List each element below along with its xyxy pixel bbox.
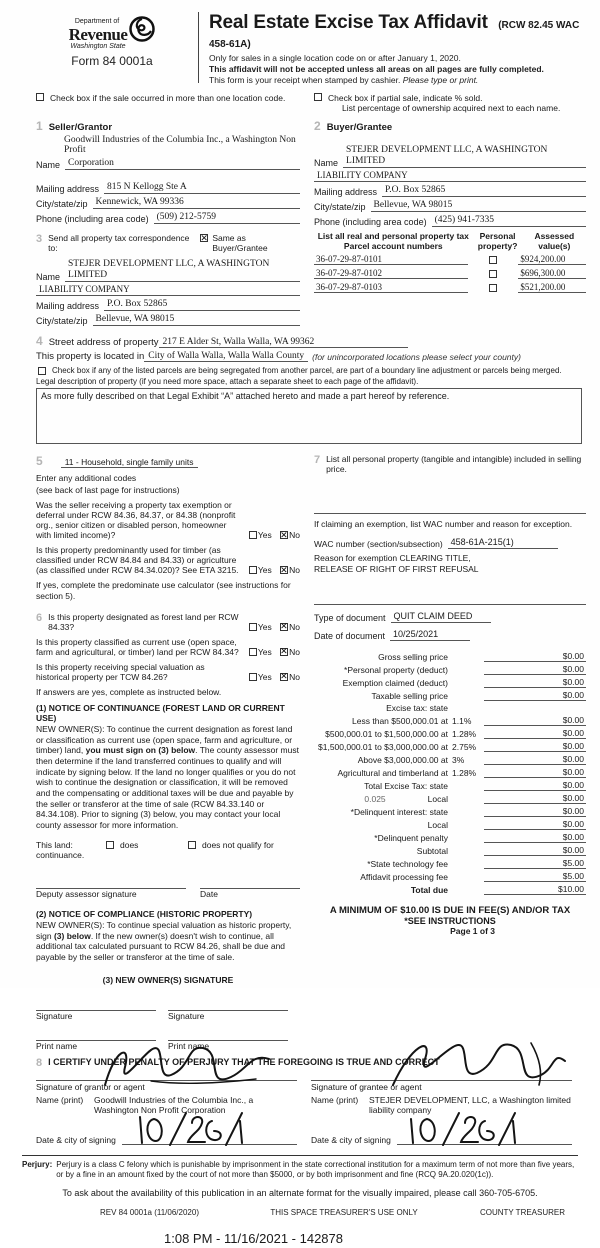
cashier-stamp: 1:08 PM - 11/16/2021 - 142878 — [164, 1231, 343, 1247]
parcel-col2-header: Personal — [479, 231, 516, 241]
wac-number-field[interactable]: 458-61A-215(1) — [448, 537, 558, 549]
personal-property-intro: List all personal property (tangible and intangible) included in selling price. — [326, 454, 582, 474]
personal-property-checkbox[interactable] — [489, 256, 497, 264]
doc-date-label: Date of document — [314, 630, 386, 641]
tax-value[interactable]: $0.00 — [484, 741, 586, 752]
deputy-signature-label: Deputy assessor signature — [36, 889, 137, 899]
seller-city-label: City/state/zip — [36, 199, 88, 209]
agency-subtitle: Washington State — [70, 43, 126, 50]
tax-value[interactable]: $5.00 — [484, 858, 586, 869]
notice-continuance-title: (1) NOTICE OF CONTINUANCE (FOREST LAND OR CURRENT USE) — [36, 703, 285, 724]
correspondence-label: Send all property tax correspondence to: — [48, 233, 190, 253]
corr-mailing-label: Mailing address — [36, 301, 100, 311]
perjury-notice — [22, 1155, 578, 1181]
subtitle-3: This form is your receipt when stamped by cashier. — [209, 75, 403, 85]
tax-value[interactable]: $0.00 — [484, 664, 586, 675]
section-1-number: 1 — [36, 119, 43, 133]
tax-row: *Delinquent penalty $0.00 — [374, 831, 584, 843]
tax-row: $1,500,000.01 to $3,000,000.00 at 2.75% $0.00 — [318, 740, 584, 752]
grantee-signature-block — [311, 1071, 586, 1145]
segregated-checkbox[interactable] — [38, 367, 46, 375]
tax-value[interactable]: $0.00 — [484, 845, 586, 856]
buyer-name-field[interactable]: STEJER DEVELOPMENT LLC, A WASHINGTON LIMITED — [343, 145, 586, 168]
tax-row: *Delinquent interest: state $0.00 — [350, 805, 584, 817]
section-4-property — [14, 334, 586, 444]
grantor-printname-value: Goodwill Industries of the Columbia Inc., a Washington Non Profit Corporation — [94, 1094, 254, 1115]
land-qualify-row — [36, 840, 300, 850]
multi-location-label: Check box if the sale occurred in more than one location code. — [50, 93, 286, 103]
personal-property-checkbox[interactable] — [489, 284, 497, 292]
left-column: 5 11 - Household, single family units Enter any additional codes (see back of last page for instructions) Was the seller receiving a property tax exemption or deferral under RCW 84.36, 84.37, or 84.38 (nonprofit org., senior citizen or disabled person, homeowner with limited income)? Yes ✕ No Is this property predominantly used for timber (as classified under RCW 84.84 and 84.33) or agriculture (as classified under RCW 84.34.020)? See ETA 3215. Yes ✕ No If yes, complete the predominate use calculator (see instructions for section 5). 6 Is this property designated as forest land per RCW 84.33? Yes ✕ No Is this property classified as current use (open space, farm and agricultural, or timber) land per RCW 84.34? Yes ✕ No Is this property receiving special valuation as historical property per TCW 84.26? Yes ✕ No If answers are yes, complete as instructed below. (1) NOTICE OF CONTINUANCE (FOREST LAND OR CURRENT USE) NEW OWNER(S): To continue the current designation as forest land or classification as current use (open space, farm and agriculture, or timber) land, you must sign on (3) below. The county assessor must then determine if the land transferred continues to qualify and will indicate by signing below. If the land no longer qualifies or you do not wish to continue the designation or classification, it will be removed and the compensating or additional taxes will be due and payable by the seller or transferor at the time of sale (RCW 84.33.140 or 84.34.108). Prior to signing (3) below, you may contact your local county assessor for more information. This land: does does not qualify for continuance. Deputy assessor signature Date (2) NOTICE OF COMPLIANCE (HISTORIC PROPERTY) NEW OWNER(S): To continue special valuation as historic property, sign (3) below. If the new owner(s) doesn't wish to continue, all additional tax calculated pursuant to RCW 84.26, shall be due and payable by the seller or transferor at the time of sale. (3) NEW OWNER(S) SIGNATURE Signature Signature Print name Print name — [14, 454, 300, 1051]
right-column — [300, 454, 586, 1051]
tax-row: *Personal property (deduct) $0.00 — [344, 663, 584, 675]
timber-agriculture-question: Is this property predominantly used for timber (as classified under RCW 84.84 and 84.33) or agriculture (as classified under RCW 84.34.020)? See ETA 3215. — [36, 545, 239, 576]
grantee-printname-value: STEJER DEVELOPMENT, LLC, a Washington limited liability company — [369, 1094, 571, 1115]
historic-valuation-question: Is this property receiving special valuation as historical property per TCW 84.26? — [36, 661, 205, 682]
minimum-fee-notice: A MINIMUM OF $10.00 IS DUE IN FEE(S) AND/OR TAX — [329, 904, 571, 916]
grantor-signature-line[interactable] — [36, 1071, 297, 1081]
grantor-datecity-label: Date & city of signing — [36, 1134, 116, 1145]
notice-continuance-body: NEW OWNER(S): To continue the current designation as forest land or classification as current use (open space, farm and agriculture, or timber) land, you must sign on (3) below. The county assessor must then determine if the land transferred continues to qualify and will indicate by signing below. If the land no longer qualifies or you do not wish to continue the designation or classification, it will be removed and the compensating or additional taxes will be due and payable by the seller or transferor at the time of sale (RCW 84.33.140 or 84.34.108). Prior to signing (3) below, you may contact your local county assessor for more information. — [36, 724, 299, 830]
new-owner-signature-row — [36, 999, 300, 1021]
same-as-buyer-checkbox[interactable] — [200, 234, 208, 242]
grantor-signature-block — [36, 1071, 311, 1145]
same-as-buyer-label: Same as Buyer/Grantee — [212, 233, 268, 253]
tax-value[interactable]: $0.00 — [484, 754, 586, 765]
exemption-deferral-question: Was the seller receiving a property tax exemption or deferral under RCW 84.36, 84.37, or 84.38 (nonprofit org., senior citizen or disabled person, homeowner with limited income)? — [36, 500, 236, 541]
tax-value[interactable]: $0.00 — [484, 806, 586, 817]
parcel-number-field[interactable]: 36-07-29-87-0103 — [314, 282, 468, 293]
tax-row: Excise tax: state — [386, 702, 448, 713]
revenue-swirl-icon — [129, 16, 155, 47]
parcel-number-field[interactable]: 36-07-29-87-0101 — [314, 254, 468, 265]
grantor-datecity-line[interactable] — [122, 1133, 297, 1145]
tax-value[interactable]: $0.00 — [484, 793, 586, 804]
located-in-field[interactable]: City of Walla Walla, Walla Walla County — [144, 351, 308, 362]
tax-row: Above $3,000,000.00 at 3% $0.00 — [357, 753, 584, 765]
tax-value[interactable]: $0.00 — [484, 819, 586, 830]
agency-name: Revenue — [68, 25, 128, 44]
tax-row: Agricultural and timberland at 1.28% $0.00 — [337, 766, 584, 778]
tax-row: Affidavit processing fee $5.00 — [360, 870, 584, 882]
q2-no-checkbox[interactable] — [280, 566, 288, 574]
header-divider — [198, 12, 199, 83]
grantee-signature-label: Signature of grantee or agent — [311, 1081, 422, 1092]
current-use-question: Is this property classified as current use (open space, farm and agricultural, or timber) land per RCW 84.34? — [36, 636, 239, 657]
tax-row: 0.025 Local $0.00 — [364, 792, 584, 804]
this-land-label: This land: — [36, 840, 73, 851]
subtitle-2: This affidavit will not be accepted unless all areas on all pages are fully completed. — [209, 64, 544, 74]
tax-value[interactable]: $0.00 — [484, 767, 586, 778]
section-6-number: 6 — [36, 611, 43, 624]
owner-signature-label-1: Signature — [36, 1010, 73, 1021]
owner-printname-line-1[interactable] — [36, 1029, 156, 1041]
grantee-datecity-label: Date & city of signing — [311, 1134, 391, 1145]
personal-property-checkbox[interactable] — [489, 270, 497, 278]
tax-row: Exemption claimed (deduct) $0.00 — [342, 676, 584, 688]
tax-value[interactable]: $0.00 — [484, 715, 586, 726]
section-2-buyer — [300, 117, 586, 326]
deputy-signature-line[interactable] — [36, 877, 186, 889]
does-label: does — [120, 840, 139, 851]
parcel-table-header: List all real and personal property tax Parcel account numbers Personal property? Assessed value(s) — [317, 231, 575, 251]
seller-name-label: Name — [36, 160, 61, 170]
owner-printname-label-2: Print name — [168, 1040, 210, 1051]
section-5-number: 5 — [36, 454, 43, 468]
parcel-row — [314, 254, 586, 265]
top-checkbox-row — [36, 93, 586, 113]
rev-number: REV 84 0001a (11/06/2020) — [99, 1208, 199, 1218]
parcel-row — [314, 282, 586, 293]
owner-printname-line-2[interactable] — [168, 1029, 288, 1041]
grantee-signature-line[interactable] — [311, 1071, 572, 1081]
new-owners-signature-title: (3) NEW OWNER(S) SIGNATURE — [102, 974, 234, 985]
seller-mailing-label: Mailing address — [36, 184, 100, 194]
buyer-mailing-field[interactable]: P.O. Box 52865 — [382, 185, 586, 197]
located-in-label: This property is located in — [36, 351, 145, 362]
tax-row: Subtotal $0.00 — [416, 844, 584, 856]
assessed-value-field[interactable]: $924,200.00 — [518, 254, 586, 265]
section-8-certify — [14, 1057, 586, 1069]
additional-codes-line1: Enter any additional codes — [36, 473, 137, 483]
corr-city-field[interactable]: Bellevue, WA 98015 — [93, 314, 300, 326]
tax-row: Gross selling price $0.00 — [378, 650, 584, 662]
doc-date-field[interactable]: 10/25/2021 — [390, 629, 470, 641]
owner-signature-line-1[interactable] — [36, 999, 156, 1011]
deputy-date-label: Date — [200, 889, 218, 899]
parcel-col3-header: Assessed — [534, 231, 575, 241]
page-title: Real Estate Excise Tax Affidavit — [209, 12, 488, 33]
buyer-name-label: Name — [314, 158, 339, 168]
land-use-code-field[interactable]: 11 - Household, single family units — [61, 457, 198, 468]
exemption-reason-value: CLEARING TITLE, — [399, 552, 471, 563]
subtitle-1: Only for sales in a single location code on or after January 1, 2020. — [209, 53, 461, 63]
does-checkbox[interactable] — [106, 841, 114, 849]
title-rcw-ref: (RCW 82.45 WAC 458-61A) — [209, 20, 580, 50]
exemption-reason-line1: Reason for exemption CLEARING TITLE, — [314, 552, 471, 563]
dept-of-label: Department of — [74, 18, 120, 25]
header — [32, 10, 586, 85]
tax-row: Local $0.00 — [427, 818, 584, 830]
subtitle-3-italic: Please type or print. — [402, 75, 479, 85]
located-in-note: (for unincorporated locations please select your county) — [312, 352, 521, 362]
owner-printname-label-1: Print name — [36, 1040, 78, 1051]
buyer-city-label: City/state/zip — [314, 202, 366, 212]
tax-value[interactable]: $0.00 — [484, 651, 586, 662]
certify-statement: I CERTIFY UNDER PENALTY OF PERJURY THAT THE FOREGOING IS TRUE AND CORRECT — [48, 1056, 440, 1067]
seller-name-line1: Goodwill Industries of the Columbia Inc., a Washington Non Profit — [64, 135, 296, 155]
q1-yes-checkbox[interactable] — [249, 531, 257, 539]
tax-row: Less than $500,000.01 at 1.1% $0.00 — [352, 714, 584, 726]
tax-value[interactable]: $5.00 — [484, 871, 586, 882]
corr-name-label: Name — [36, 272, 61, 282]
new-owner-printname-row — [36, 1029, 300, 1051]
street-address-label: Street address of property — [48, 337, 159, 348]
buyer-phone-field[interactable]: (425) 941-7335 — [432, 215, 586, 227]
corr-mailing-field[interactable]: P.O. Box 52865 — [104, 299, 300, 311]
tax-row: *State technology fee $5.00 — [367, 857, 584, 869]
tax-value[interactable]: $0.00 — [484, 677, 586, 688]
does-not-label: does not qualify for — [202, 840, 274, 851]
section-2-title: Buyer/Grantee — [326, 122, 393, 133]
assessed-value-field[interactable]: $696,300.00 — [518, 268, 586, 279]
perjury-text: Perjury is a class C felony which is punishable by imprisonment in the state correctional institution for a maximum term of not more than five years, or by a fine in an amount fixed by the court of not more than $5000, or by both imprisonment and fine (RCQ 9A.20.020(1c)). — [56, 1159, 575, 1179]
grantee-datecity-line[interactable] — [397, 1133, 572, 1145]
tax-value[interactable]: $0.00 — [484, 832, 586, 843]
forest-yes-checkbox[interactable] — [249, 623, 257, 631]
does-not-checkbox[interactable] — [188, 841, 196, 849]
total-due-value[interactable]: $10.00 — [484, 884, 586, 895]
tax-value[interactable]: $0.00 — [484, 780, 586, 791]
historic-no-checkbox[interactable] — [280, 673, 288, 681]
exemption-reason-line2: RELEASE OF RIGHT OF FIRST REFUSAL — [314, 564, 479, 575]
doc-type-label: Type of document — [314, 612, 386, 623]
seller-phone-label: Phone (including area code) — [36, 214, 149, 224]
partial-sale-label: Check box if partial sale, indicate % sold. — [328, 93, 483, 103]
parcel-col1-header: List all real and personal property tax — [317, 231, 469, 241]
owner-signature-line-2[interactable] — [168, 999, 288, 1011]
alternate-format-notice: To ask about the availability of this publication in an alternate format for the visually impaired, please call 360-705-6705. — [62, 1188, 538, 1199]
owner-signature-label-2: Signature — [168, 1010, 205, 1021]
segregated-label: Check box if any of the listed parcels are being segregated from another parcel, are part of a boundary line adjustment or parcels being merged. — [52, 366, 562, 375]
forest-no-checkbox[interactable] — [280, 623, 288, 631]
exemption-intro: If claiming an exemption, list WAC number and reason for exception. — [314, 513, 586, 530]
street-address-field[interactable]: 217 E Alder St, Walla Walla, WA 99362 — [159, 337, 319, 348]
if-yes-note: If answers are yes, complete as instructed below. — [36, 686, 222, 697]
q1-no-checkbox[interactable] — [280, 531, 288, 539]
continuance-label: continuance. — [36, 850, 85, 861]
section-2-number: 2 — [314, 119, 321, 133]
buyer-city-field[interactable]: Bellevue, WA 98015 — [371, 200, 586, 212]
current-use-yes-checkbox[interactable] — [249, 648, 257, 656]
buyer-mailing-label: Mailing address — [314, 187, 378, 197]
local-rate-value: 0.025 — [364, 793, 386, 804]
seller-city-field[interactable]: Kennewick, WA 99336 — [93, 197, 300, 209]
notice-compliance-body: NEW OWNER(S): To continue special valuation as historic property, sign (3) below. If the new owner(s) doesn't wish to continue, all additional tax calculated pursuant to RCW 84.26, shall be due and payable by the seller or transferor at the time of sale. — [36, 920, 292, 962]
see-instructions-note: *SEE INSTRUCTIONS — [404, 915, 496, 926]
predominate-use-note: If yes, complete the predominate use calculator (see instructions for section 5). — [36, 580, 291, 601]
tax-value[interactable]: $0.00 — [484, 728, 586, 739]
seller-mailing-field[interactable]: 815 N Kellogg Ste A — [104, 182, 300, 194]
grantee-printname-label: Name (print) — [311, 1094, 359, 1105]
treasurer-use-label: THIS SPACE TREASURER'S USE ONLY — [270, 1208, 418, 1218]
section-8-number: 8 — [36, 1056, 43, 1069]
footer-row — [14, 1208, 586, 1217]
section-7-number: 7 — [314, 454, 321, 466]
tax-row: Taxable selling price $0.00 — [371, 689, 584, 701]
grantor-signature-label: Signature of grantor or agent — [36, 1081, 145, 1092]
tax-row: $500,000.01 to $1,500,000.00 at 1.28% $0.00 — [325, 727, 584, 739]
legal-description-label: Legal description of property (if you need more space, attach a separate sheet to each page of the affidavit). — [36, 377, 419, 386]
tax-row: Total due $10.00 — [410, 883, 584, 895]
deputy-date-line[interactable] — [200, 877, 300, 889]
corr-name-field-line2[interactable]: LIABILITY COMPANY — [36, 284, 300, 296]
additional-codes-line2: (see back of last page for instructions) — [36, 484, 180, 495]
section-1-seller — [14, 117, 300, 326]
section-4-number: 4 — [36, 334, 43, 348]
tax-value[interactable]: $0.00 — [484, 690, 586, 701]
tax-computation-table — [314, 651, 586, 895]
section-3-number: 3 — [36, 233, 43, 245]
assessed-value-field[interactable]: $521,200.00 — [518, 282, 586, 293]
ownership-percentage-label: List percentage of ownership acquired next to each name. — [342, 103, 561, 113]
q2-yes-checkbox[interactable] — [249, 566, 257, 574]
partial-sale-checkbox[interactable] — [314, 93, 322, 101]
grantor-printname-label: Name (print) — [36, 1094, 84, 1105]
current-use-no-checkbox[interactable] — [280, 648, 288, 656]
tax-row: Total Excise Tax: state $0.00 — [364, 779, 584, 791]
section-3-correspondence — [36, 233, 300, 253]
forest-land-question: Is this property designated as forest land per RCW 84.33? — [48, 611, 239, 632]
wac-number-label: WAC number (section/subsection) — [314, 538, 443, 549]
section-1-title: Seller/Grantor — [48, 122, 113, 133]
parcel-number-field[interactable]: 36-07-29-87-0102 — [314, 268, 468, 279]
seller-name-field[interactable]: Corporation — [65, 158, 300, 170]
agency-logo-block — [32, 10, 192, 85]
notice-compliance-title: (2) NOTICE OF COMPLIANCE (HISTORIC PROPERTY) — [36, 909, 253, 919]
doc-type-field[interactable]: QUIT CLAIM DEED — [391, 611, 492, 623]
perjury-word: Perjury: — [22, 1159, 53, 1169]
historic-yes-checkbox[interactable] — [249, 673, 257, 681]
legal-description-box[interactable]: As more fully described on that Legal Exhibit “A” attached hereto and made a part hereof by reference. — [36, 388, 582, 444]
corr-name-field[interactable]: STEJER DEVELOPMENT LLC, A WASHINGTON LIMITED — [65, 259, 300, 282]
buyer-phone-label: Phone (including area code) — [314, 217, 427, 227]
page-number: Page 1 of 3 — [450, 926, 495, 936]
signature-area — [14, 1071, 586, 1145]
multi-location-checkbox[interactable] — [36, 93, 44, 101]
corr-city-label: City/state/zip — [36, 316, 88, 326]
seller-phone-field[interactable]: (509) 212-5759 — [154, 212, 300, 224]
county-treasurer-label: COUNTY TREASURER — [479, 1208, 566, 1218]
form-number: Form 84 0001a — [71, 54, 153, 68]
parcel-row — [314, 268, 586, 279]
buyer-name-field-line2[interactable]: LIABILITY COMPANY — [314, 170, 586, 182]
section-5 — [36, 454, 300, 468]
